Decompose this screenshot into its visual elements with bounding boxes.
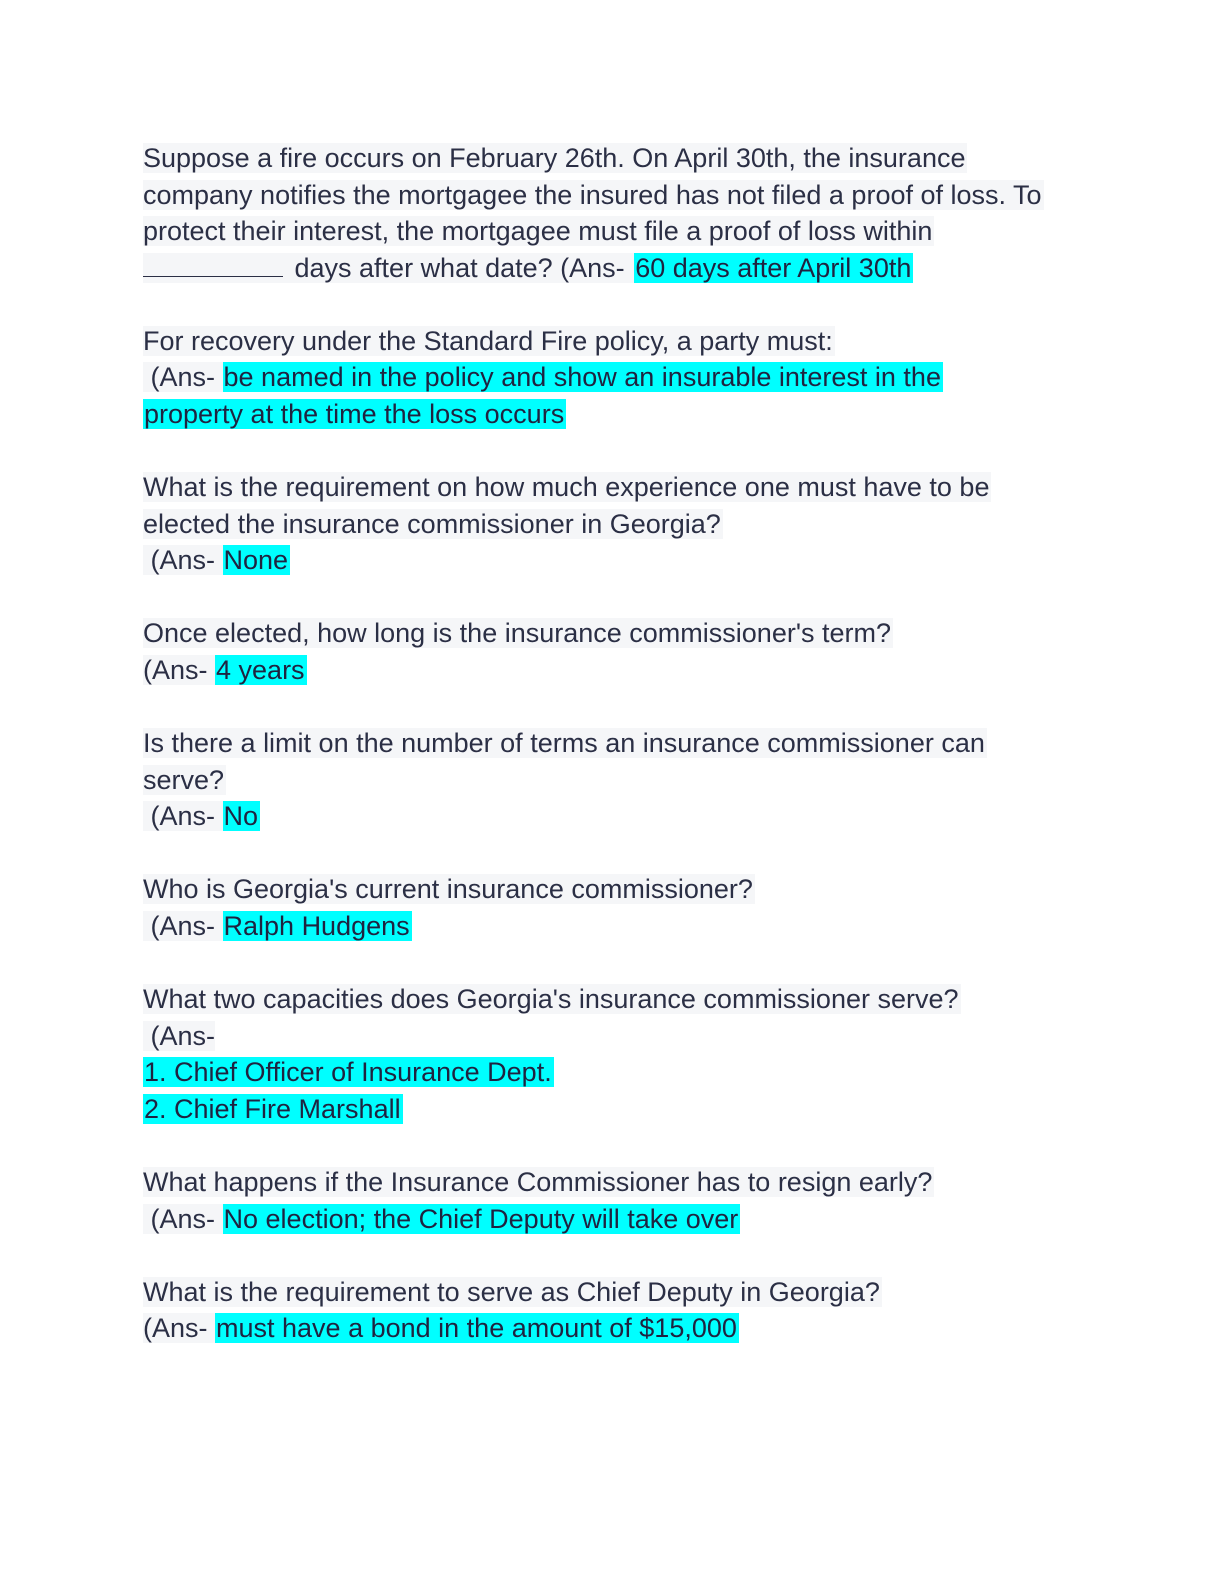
question-text: company notifies the mortgagee the insured has not filed a proof of loss. To [143,179,1042,210]
answer-highlight: 60 days after April 30th [635,252,912,283]
qa-block [143,981,1103,1127]
qa-block [143,871,1103,944]
document-page [143,140,1103,1383]
question-text: protect their interest, the mortgagee must file a proof of loss within [143,216,933,247]
question-text: Suppose a fire occurs on February 26th. On April 30th, the insurance [143,143,966,173]
question-text: What is the requirement to serve as Chief Deputy in Georgia? [143,1276,880,1307]
answer-highlight: must have a bond in the amount of $15,000 [216,1313,737,1344]
answer-highlight: None [223,545,289,576]
answer-highlight: No election; the Chief Deputy will take over [223,1203,739,1234]
question-text: Is there a limit on the number of terms an insurance commissioner can [143,728,985,759]
answer-highlight: No [223,801,259,832]
answer-prefix: (Ans- [143,545,223,576]
question-text: Once elected, how long is the insurance commissioner's term? [143,618,891,649]
answer-prefix: (Ans- [143,655,216,686]
answer-highlight: property at the time the loss occurs [144,399,565,430]
answer-highlight: 4 years [216,655,305,686]
answer-highlight: be named in the policy and show an insurable interest in the [223,362,941,393]
question-text: days after what date? (Ans- [287,252,633,283]
question-text: Who is Georgia's current insurance commissioner? [143,874,753,905]
question-text: What happens if the Insurance Commissioner has to resign early? [143,1166,933,1197]
qa-block [143,615,1103,688]
answer-prefix: (Ans- [143,1313,216,1344]
question-text: For recovery under the Standard Fire policy, a party must: [143,325,833,356]
qa-block [143,1164,1103,1237]
qa-block [143,323,1103,433]
question-text: What is the requirement on how much experience one must have to be [143,472,990,503]
answer-highlight: Ralph Hudgens [223,911,410,941]
question-text: What two capacities does Georgia's insurance commissioner serve? [143,984,959,1015]
answer-prefix: (Ans- [143,801,223,832]
qa-block [143,725,1103,835]
qa-block [143,1274,1103,1347]
answer-prefix: (Ans- [143,911,223,941]
qa-block [143,140,1103,286]
qa-block [143,469,1103,579]
answer-highlight: 2. Chief Fire Marshall [144,1093,401,1124]
question-text: elected the insurance commissioner in Georgia? [143,508,721,539]
answer-prefix: (Ans- [143,1020,216,1051]
fill-in-blank [143,252,283,277]
answer-highlight: 1. Chief Officer of Insurance Dept. [144,1057,552,1088]
answer-prefix: (Ans- [143,1203,223,1234]
question-text: serve? [143,764,225,795]
answer-prefix: (Ans- [143,362,223,393]
